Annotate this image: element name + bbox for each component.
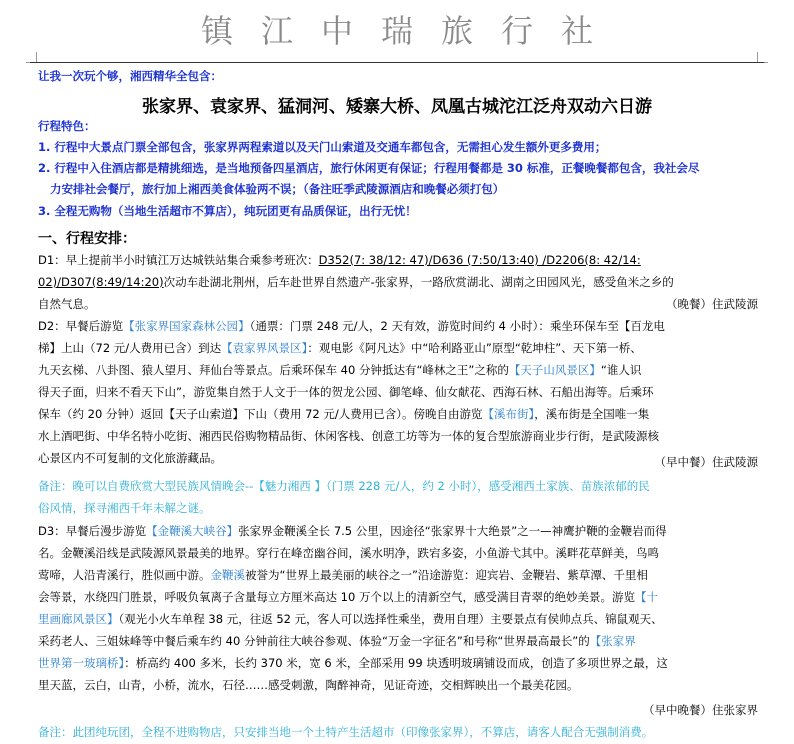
- day2-text: D2：早餐后游览: [38, 319, 124, 333]
- train-schedule: 02)/D307(8:49/14:20): [38, 275, 164, 289]
- day3-text: ：桥高约 400 多米，长约 370 米，宽 6 米，全部采用 99 块透明玻璃铺设而成，创造了多项世界之最，这: [124, 656, 668, 670]
- tour-title: 张家界、袁家界、猛洞河、矮寨大桥、凤凰古城沱江泛舟双动六日游: [142, 97, 652, 117]
- day3-line: [38, 609, 758, 631]
- day2-text: ，溪布街是全国唯一集: [534, 407, 650, 421]
- day3-text: 被誉为“世界上最美丽的峡谷之一”沿途游览：迎宾岩、金鞭岩、紫草潭、千里相: [245, 568, 648, 582]
- note-line: 备注：晚可以自费欣赏大型民族风情晚会--【魅力湘西 】（门票 228 元/人，约 2 小时），感受湘西土家族、苗族浓郁的民: [38, 479, 650, 493]
- day2-meal: （早中餐）住武陵源: [654, 455, 758, 469]
- day3-line: [38, 521, 758, 543]
- day1-line: [38, 294, 758, 316]
- day2-text: “谁人识: [600, 363, 642, 377]
- header-divider: [30, 62, 764, 63]
- attraction-name: 【袁家界风景区】: [221, 341, 308, 355]
- day2-text: ：观电影《阿凡达》中“哈利路亚山”原型“乾坤柱”、天下第一桥、: [307, 341, 642, 355]
- day2-line: [38, 316, 758, 338]
- train-schedule: D352(7: 38/12: 47)/D636 (7:50/13:40) /D2206(8: 42/14:: [318, 253, 641, 267]
- day3-text: D3：早餐后漫步游览: [38, 524, 147, 538]
- day3-text: 张家界金鞭溪全长 7.5 公里，因途径“张家界十大绝景”之一—神鹰护鞭的金鞭岩而得: [238, 524, 667, 538]
- day1-text: D1：早上提前半小时镇江万达城铁站集合乘参考班次：: [38, 253, 319, 267]
- day1-text: 自然气息。: [38, 297, 96, 311]
- day1-meal: （晚餐）住武陵源: [666, 297, 758, 311]
- attraction-name: 【张家界国家森林公园】: [123, 319, 250, 333]
- day1-text: 次动车赴湖北荆州，后车赴世界自然遗产-张家界，一路欣赏湖北、湖南之田园风光，感受鱼米之乡的: [163, 275, 674, 289]
- day3-line: 里天蓝，云白，山青，小桥，流水，石径……感受刺激，陶醉神奇，见证奇迹，交相辉映出一个最美花园。: [38, 678, 579, 692]
- attraction-name: 金鞭溪: [210, 568, 245, 582]
- day3-line: [38, 587, 758, 609]
- attraction-name: 里画廊风景区】: [38, 612, 119, 626]
- attraction-name: 【张家界: [589, 634, 636, 648]
- note-line: 俗风情，探寻湘西千年未解之谜。: [38, 501, 211, 515]
- day3-line: [38, 653, 758, 675]
- agency-header-title: 镇江中瑞旅行社: [200, 12, 621, 50]
- day3-text: 莺啼，人沿青溪行，胜似画中游。: [38, 568, 211, 582]
- day2-line: 得天子面，归来不看天下山”，游览集自然于人文于一体的贺龙公园、御笔峰、仙女献花、西海石林、石船出海等。后乘环: [38, 385, 654, 399]
- itinerary-heading: 一、行程安排：: [38, 231, 136, 247]
- day2-line: [38, 360, 758, 382]
- features-heading: 行程特色：: [38, 119, 96, 133]
- day2-text: （通票：门票 248 元/人，2 天有效，游览时间约 4 小时）：乘坐环保车至【百龙电: [249, 319, 665, 333]
- day2-text: 九天玄梯、八卦图、猿人望月、拜仙台等景点。后乘环保车 40 分钟抵达有“峰林之王”之称的: [38, 363, 509, 377]
- day2-text: 保车（约 20 分钟）返回【天子山索道】下山（费用 72 元/人费用已含）。傍晚自由游览: [38, 407, 483, 421]
- day2-text: 梯】上山（72 元/人费用已含）到达: [38, 341, 222, 355]
- day3-text: （观光小火车单程 38 元，往返 52 元，客人可以选择性乘坐，费用自理）主要景点有侯帅点兵、锦鼠观天、: [118, 612, 663, 626]
- day3-meal: （早中晚餐）住张家界: [643, 703, 758, 717]
- attraction-name: 【天子山风景区】: [508, 363, 601, 377]
- day3-text: 采药老人、三姐妹峰等中餐后乘车约 40 分钟前往大峡谷参观、体验“万金一字征名”和号称“世界最高最长”的: [38, 634, 590, 648]
- feature-item: 力安排社会餐厅，旅行加上湘西美食体验两不误；（备注旺季武陵源酒店和晚餐必须打包）: [50, 182, 505, 196]
- day3-line: [38, 565, 758, 587]
- attraction-name: 【十: [634, 590, 658, 604]
- feature-item: 2. 行程中入住酒店都是精挑细选，是当地预备四星酒店，旅行休闲更有保证；行程用餐都是 30 标准，正餐晚餐都包含，我社会尽: [38, 161, 700, 175]
- attraction-name: 【金鞭溪大峡谷】: [146, 524, 239, 538]
- attraction-name: 【溪布街】: [482, 407, 535, 421]
- day2-line: [38, 338, 758, 360]
- day1-line: [38, 272, 758, 294]
- day3-line: 名。金鞭溪沿线是武陵源风景最美的地界。穿行在峰峦幽谷间，溪水明净，跌宕多姿，小鱼游弋其中。溪畔花草鲜美，鸟鸣: [38, 546, 659, 560]
- day1-line: [38, 250, 758, 272]
- day2-line: 水上酒吧街、中华名特小吃街、湘西民俗购物精品街、休闲客栈、创意工坊等为一体的复合型旅游商业步行街，是武陵源核: [38, 429, 659, 443]
- intro-text: 让我一次玩个够，湘西精华全包含：: [38, 69, 222, 83]
- feature-item: 1. 行程中大景点门票全部包含，张家界两程索道以及天门山索道及交通车都包含，无需担心发生额外更多费用；: [38, 140, 607, 154]
- day3-text: 会等景，水绕四门胜景，呼吸负氧离子含量每立方厘米高达 10 万个以上的清新空气，感受满目青翠的绝妙美景。游览: [38, 590, 635, 604]
- feature-item: 3. 全程无购物（当地生活超市不算店），纯玩团更有品质保证，出行无忧！: [38, 204, 417, 218]
- day3-line: [38, 631, 758, 653]
- attraction-name: 世界第一玻璃桥】: [38, 656, 125, 670]
- day2-line: [38, 404, 758, 426]
- day2-text: 心景区内不可复制的文化旅游藏品。: [38, 451, 222, 465]
- note-line: 备注：此团纯玩团，全程不进购物店，只安排当地一个土特产生活超市（印像张家界），不算店，请客人配合无强制消费。: [38, 725, 654, 739]
